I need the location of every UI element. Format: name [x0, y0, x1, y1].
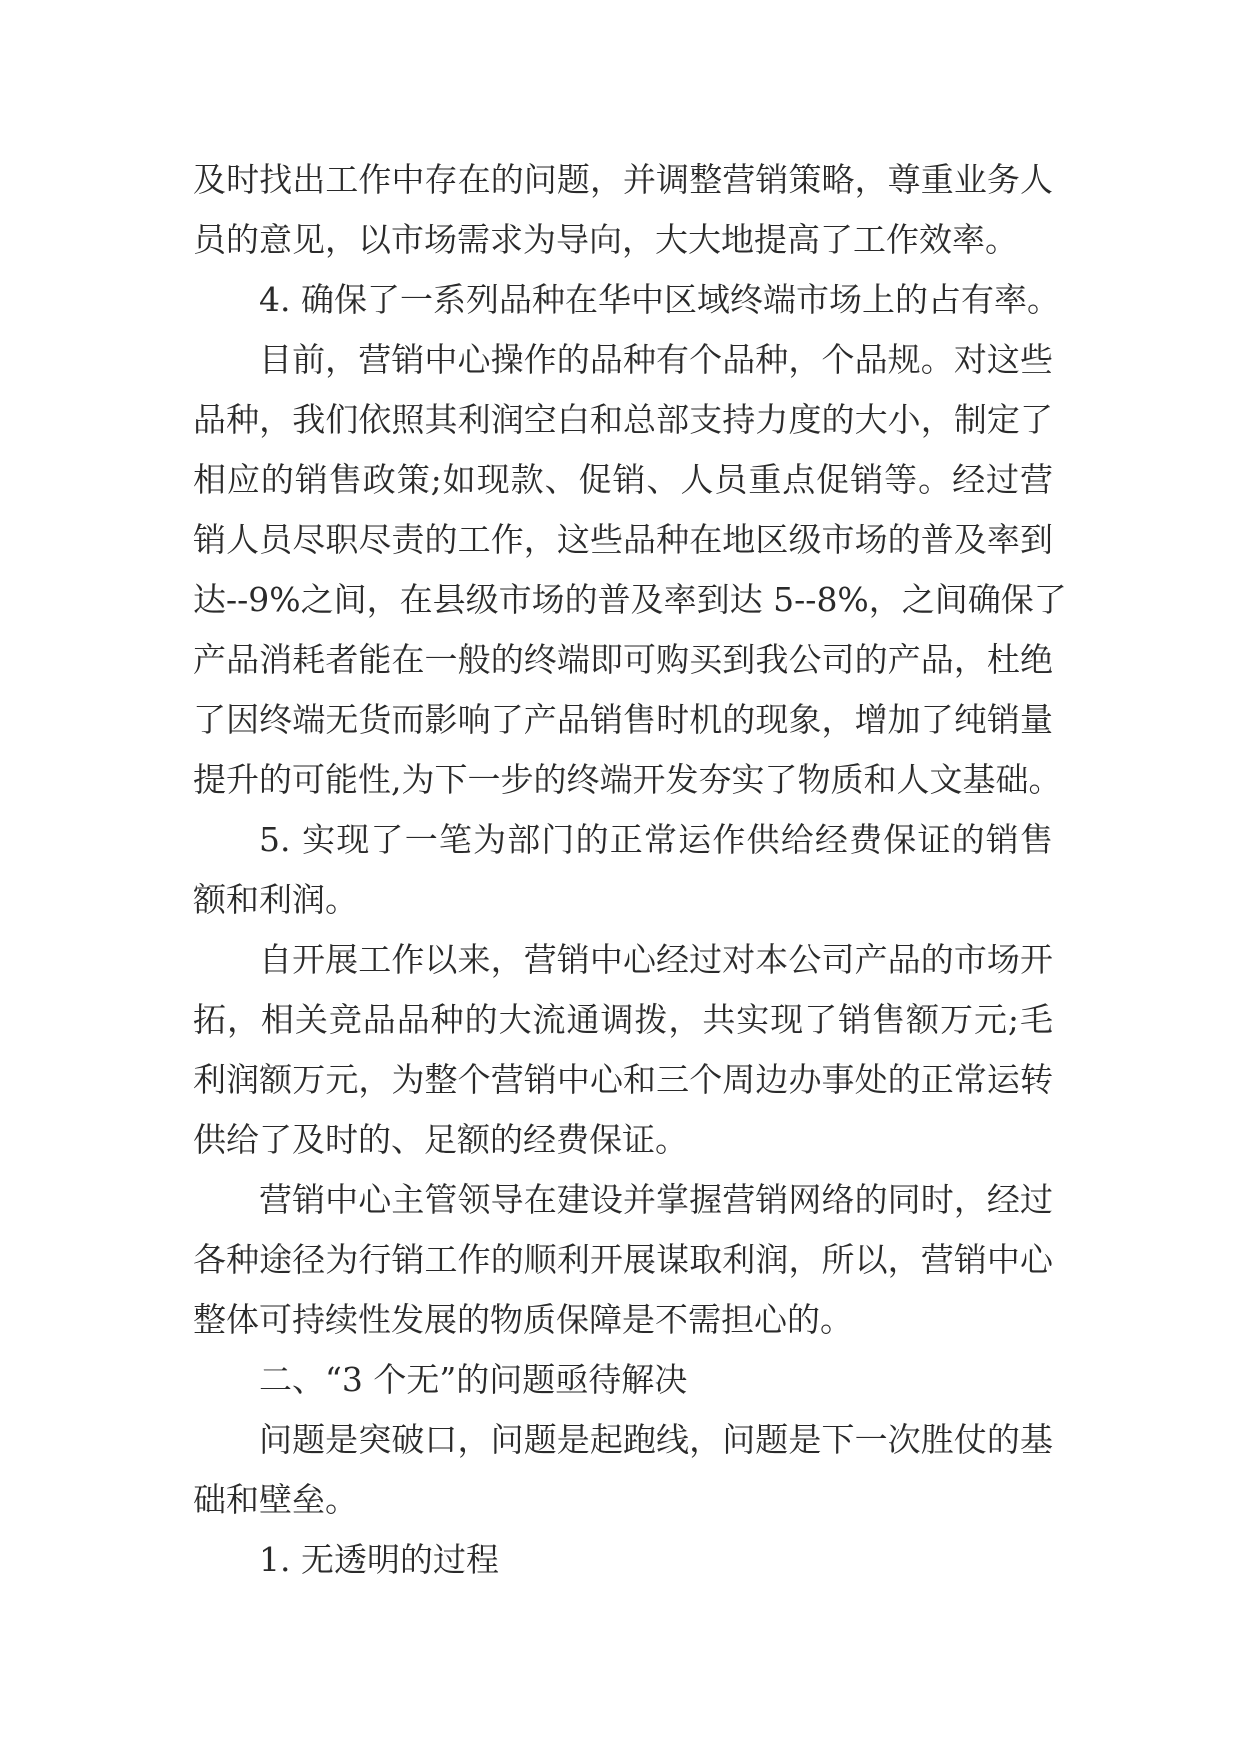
paragraph-line: 各种途径为行销工作的顺利开展谋取利润，所以，营销中心 [193, 1240, 1053, 1279]
paragraph-line: 整体可持续性发展的物质保障是不需担心的。 [193, 1300, 853, 1339]
paragraph-line: 产品消耗者能在一般的终端即可购买到我公司的产品，杜绝 [193, 640, 1053, 679]
paragraph-line: 础和壁垒。 [193, 1480, 358, 1519]
paragraph-line: 提升的可能性,为下一步的终端开发夯实了物质和人文基础。 [193, 760, 1062, 799]
paragraph-line: 额和利润。 [193, 880, 358, 919]
section-heading: 二、“3 个无”的问题亟待解决 [259, 1360, 688, 1399]
paragraph-line: 利润额万元，为整个营销中心和三个周边办事处的正常运转 [193, 1060, 1053, 1099]
paragraph-line: 相应的销售政策;如现款、促销、人员重点促销等。经过营 [193, 460, 1053, 499]
paragraph-line: 供给了及时的、足额的经费保证。 [193, 1120, 688, 1159]
paragraph-line: 销人员尽职尽责的工作，这些品种在地区级市场的普及率到 [193, 520, 1053, 559]
paragraph-line: 了因终端无货而影响了产品销售时机的现象，增加了纯销量 [193, 700, 1053, 739]
body-text [193, 150, 1067, 1590]
numbered-heading: 1. 无透明的过程 [259, 1540, 499, 1579]
numbered-heading: 5. 实现了一笔为部门的正常运作供给经费保证的销售 [259, 820, 1053, 859]
paragraph-line: 拓，相关竞品品种的大流通调拨，共实现了销售额万元;毛 [193, 1000, 1053, 1039]
paragraph-line: 自开展工作以来，营销中心经过对本公司产品的市场开 [259, 940, 1053, 979]
numbered-heading: 4. 确保了一系列品种在华中区域终端市场上的占有率。 [259, 280, 1060, 319]
paragraph-line: 问题是突破口，问题是起跑线，问题是下一次胜仗的基 [259, 1420, 1053, 1459]
paragraph-line: 目前，营销中心操作的品种有个品种，个品规。对这些 [259, 340, 1053, 379]
paragraph-line: 及时找出工作中存在的问题，并调整营销策略，尊重业务人 [193, 160, 1053, 199]
paragraph-line: 营销中心主管领导在建设并掌握营销网络的同时，经过 [259, 1180, 1053, 1219]
paragraph-line: 员的意见，以市场需求为导向，大大地提高了工作效率。 [193, 220, 1018, 259]
paragraph-line: 达--9%之间，在县级市场的普及率到达 5--8%，之间确保了 [193, 580, 1067, 619]
paragraph-line: 品种，我们依照其利润空白和总部支持力度的大小，制定了 [193, 400, 1053, 439]
